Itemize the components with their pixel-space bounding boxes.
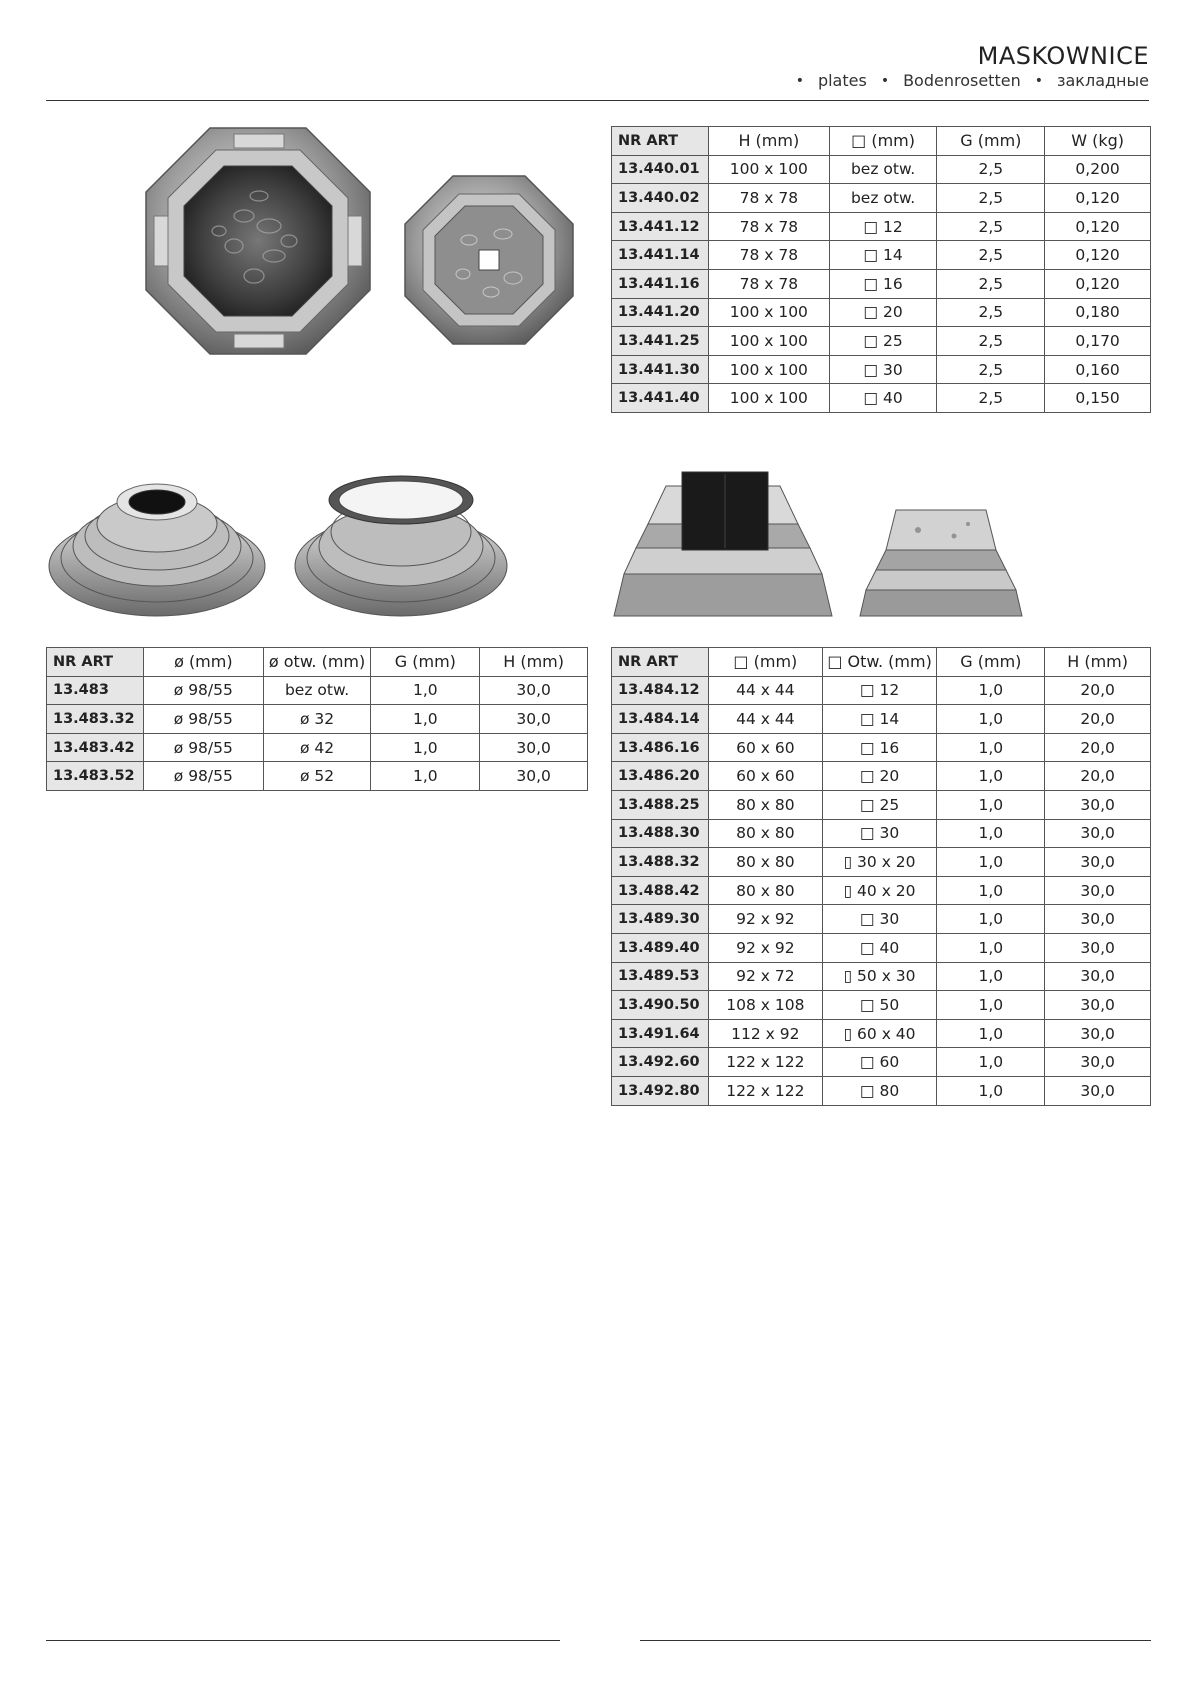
table-cell: 30,0 — [1045, 790, 1151, 819]
table-row — [612, 212, 1151, 241]
column-header: NR ART — [612, 127, 709, 156]
table-cell: 0,150 — [1045, 384, 1151, 413]
table-row — [612, 991, 1151, 1020]
article-number-cell: 13.441.40 — [612, 384, 709, 413]
table-row — [612, 819, 1151, 848]
table-cell: 122 x 122 — [708, 1048, 822, 1077]
table-cell: ▯ 50 x 30 — [822, 962, 937, 991]
table-row — [612, 790, 1151, 819]
page-subtitle — [796, 71, 1149, 90]
table-row — [612, 155, 1151, 184]
table-cell: 20,0 — [1045, 762, 1151, 791]
article-number-cell: 13.441.30 — [612, 355, 709, 384]
column-header: H (mm) — [1045, 648, 1151, 677]
table-cell: □ 50 — [822, 991, 937, 1020]
article-number-cell: 13.486.16 — [612, 733, 709, 762]
table-cell: 30,0 — [1045, 1076, 1151, 1105]
table-row — [612, 676, 1151, 705]
article-number-cell: 13.489.53 — [612, 962, 709, 991]
table-cell: 1,0 — [937, 762, 1045, 791]
subtitle-item: Bodenrosetten — [903, 71, 1021, 90]
table-cell: 1,0 — [937, 705, 1045, 734]
column-header: □ Otw. (mm) — [822, 648, 937, 677]
table-cell: □ 60 — [822, 1048, 937, 1077]
table-cell: ø 32 — [263, 705, 371, 734]
table-cell: 30,0 — [1045, 933, 1151, 962]
table-row — [47, 705, 588, 734]
table-row — [612, 1076, 1151, 1105]
table-cell: 2,5 — [937, 184, 1045, 213]
octagon-plate-small-image — [403, 174, 575, 346]
table-cell: bez otw. — [829, 184, 937, 213]
table-row — [612, 241, 1151, 270]
table-cell: 100 x 100 — [708, 327, 829, 356]
square-base-large-image — [612, 470, 834, 618]
table-cell: 20,0 — [1045, 676, 1151, 705]
article-number-cell: 13.492.60 — [612, 1048, 709, 1077]
header-divider — [46, 100, 1149, 101]
table-cell: 80 x 80 — [708, 876, 822, 905]
table-cell: 2,5 — [937, 327, 1045, 356]
table-cell: 44 x 44 — [708, 676, 822, 705]
bullet-icon: • — [795, 72, 804, 89]
table-cell: 2,5 — [937, 269, 1045, 298]
column-header: G (mm) — [937, 127, 1045, 156]
table-cell: ø 98/55 — [143, 733, 263, 762]
table-cell: □ 16 — [822, 733, 937, 762]
table-header-row — [612, 127, 1151, 156]
table-row — [612, 905, 1151, 934]
table-cell: 92 x 72 — [708, 962, 822, 991]
table-cell: 1,0 — [937, 1048, 1045, 1077]
column-header: H (mm) — [708, 127, 829, 156]
article-number-cell: 13.488.25 — [612, 790, 709, 819]
article-number-cell: 13.441.20 — [612, 298, 709, 327]
article-number-cell: 13.440.02 — [612, 184, 709, 213]
article-number-cell: 13.486.20 — [612, 762, 709, 791]
table-row — [612, 962, 1151, 991]
table-cell: □ 12 — [822, 676, 937, 705]
table-cell: ▯ 40 x 20 — [822, 876, 937, 905]
article-number-cell: 13.483.32 — [47, 705, 144, 734]
table-cell: 2,5 — [937, 241, 1045, 270]
column-header: H (mm) — [480, 648, 588, 677]
column-header: G (mm) — [371, 648, 480, 677]
article-number-cell: 13.483 — [47, 676, 144, 705]
table-cell: bez otw. — [829, 155, 937, 184]
table-cell: 1,0 — [937, 790, 1045, 819]
square-base-spec-table — [611, 647, 1151, 1106]
table-cell: 30,0 — [1045, 905, 1151, 934]
round-rosette-open-image — [292, 470, 510, 620]
table-cell: 20,0 — [1045, 733, 1151, 762]
table-row — [612, 355, 1151, 384]
octagon-plate-large-image — [144, 126, 372, 356]
table-cell: 100 x 100 — [708, 298, 829, 327]
table-cell: 30,0 — [480, 762, 588, 791]
article-number-cell: 13.492.80 — [612, 1076, 709, 1105]
article-number-cell: 13.483.42 — [47, 733, 144, 762]
footer-divider-left — [46, 1640, 560, 1641]
table-cell: 60 x 60 — [708, 762, 822, 791]
table-cell: 2,5 — [937, 155, 1045, 184]
table-row — [612, 848, 1151, 877]
table-cell: 100 x 100 — [708, 384, 829, 413]
column-header: W (kg) — [1045, 127, 1151, 156]
table-row — [612, 1019, 1151, 1048]
round-rosette-closed-image — [46, 470, 268, 620]
table-cell: 1,0 — [937, 962, 1045, 991]
column-header: □ (mm) — [829, 127, 937, 156]
table-cell: 1,0 — [937, 848, 1045, 877]
table-cell: 0,200 — [1045, 155, 1151, 184]
table-cell: 1,0 — [937, 819, 1045, 848]
table-cell: ▯ 60 x 40 — [822, 1019, 937, 1048]
article-number-cell: 13.488.42 — [612, 876, 709, 905]
page-title: MASKOWNICE — [977, 42, 1149, 70]
article-number-cell: 13.489.30 — [612, 905, 709, 934]
table-cell: □ 25 — [829, 327, 937, 356]
bullet-icon: • — [1034, 72, 1043, 89]
table-cell: □ 20 — [829, 298, 937, 327]
article-number-cell: 13.441.16 — [612, 269, 709, 298]
article-number-cell: 13.440.01 — [612, 155, 709, 184]
table-cell: □ 30 — [829, 355, 937, 384]
column-header: ø otw. (mm) — [263, 648, 371, 677]
table-cell: 0,120 — [1045, 212, 1151, 241]
table-cell: □ 40 — [829, 384, 937, 413]
table-cell: 92 x 92 — [708, 933, 822, 962]
column-header: NR ART — [612, 648, 709, 677]
table-cell: 2,5 — [937, 298, 1045, 327]
table-cell: □ 80 — [822, 1076, 937, 1105]
table-row — [612, 327, 1151, 356]
table-row — [612, 733, 1151, 762]
table-cell: 100 x 100 — [708, 355, 829, 384]
table-cell: □ 30 — [822, 905, 937, 934]
table-cell: 2,5 — [937, 384, 1045, 413]
table-cell: 122 x 122 — [708, 1076, 822, 1105]
table-row — [612, 298, 1151, 327]
table-cell: 112 x 92 — [708, 1019, 822, 1048]
table-cell: 30,0 — [1045, 991, 1151, 1020]
table-cell: 1,0 — [937, 676, 1045, 705]
table-cell: 60 x 60 — [708, 733, 822, 762]
round-rosette-spec-table — [46, 647, 588, 791]
table-cell: 1,0 — [937, 876, 1045, 905]
table-cell: 30,0 — [1045, 876, 1151, 905]
article-number-cell: 13.484.14 — [612, 705, 709, 734]
table-cell: 1,0 — [937, 991, 1045, 1020]
article-number-cell: 13.488.32 — [612, 848, 709, 877]
table-cell: 30,0 — [1045, 819, 1151, 848]
article-number-cell: 13.441.25 — [612, 327, 709, 356]
table-cell: 1,0 — [371, 762, 480, 791]
table-cell: 0,120 — [1045, 184, 1151, 213]
table-row — [612, 876, 1151, 905]
table-cell: 0,170 — [1045, 327, 1151, 356]
table-row — [612, 269, 1151, 298]
subtitle-item: plates — [817, 71, 867, 90]
table-row — [47, 676, 588, 705]
table-cell: 30,0 — [480, 676, 588, 705]
table-row — [47, 733, 588, 762]
table-cell: 100 x 100 — [708, 155, 829, 184]
table-cell: 30,0 — [1045, 848, 1151, 877]
table-cell: 92 x 92 — [708, 905, 822, 934]
table-cell: 1,0 — [371, 676, 480, 705]
table-row — [612, 1048, 1151, 1077]
table-cell: 80 x 80 — [708, 819, 822, 848]
table-cell: 1,0 — [937, 733, 1045, 762]
table-cell: ø 52 — [263, 762, 371, 791]
table-cell: 30,0 — [1045, 1048, 1151, 1077]
footer-divider-right — [640, 1640, 1151, 1641]
table-header-row — [612, 648, 1151, 677]
table-cell: □ 40 — [822, 933, 937, 962]
table-cell: □ 14 — [829, 241, 937, 270]
table-row — [612, 184, 1151, 213]
table-cell: 80 x 80 — [708, 848, 822, 877]
column-header: G (mm) — [937, 648, 1045, 677]
table-cell: 1,0 — [937, 1019, 1045, 1048]
table-cell: 30,0 — [1045, 1019, 1151, 1048]
table-cell: 2,5 — [937, 212, 1045, 241]
table-row — [612, 762, 1151, 791]
column-header: ø (mm) — [143, 648, 263, 677]
table-cell: 2,5 — [937, 355, 1045, 384]
table-cell: 1,0 — [937, 933, 1045, 962]
square-base-small-image — [858, 506, 1024, 618]
table-cell: 20,0 — [1045, 705, 1151, 734]
table-cell: 30,0 — [1045, 962, 1151, 991]
table-cell: 1,0 — [371, 733, 480, 762]
table-cell: 78 x 78 — [708, 212, 829, 241]
table-cell: 108 x 108 — [708, 991, 822, 1020]
article-number-cell: 13.441.14 — [612, 241, 709, 270]
table-cell: bez otw. — [263, 676, 371, 705]
table-cell: ▯ 30 x 20 — [822, 848, 937, 877]
table-cell: 0,160 — [1045, 355, 1151, 384]
column-header: □ (mm) — [708, 648, 822, 677]
article-number-cell: 13.483.52 — [47, 762, 144, 791]
table-cell: ø 98/55 — [143, 762, 263, 791]
table-cell: 30,0 — [480, 705, 588, 734]
table-cell: □ 16 — [829, 269, 937, 298]
article-number-cell: 13.441.12 — [612, 212, 709, 241]
table-cell: 1,0 — [937, 905, 1045, 934]
table-cell: ø 98/55 — [143, 676, 263, 705]
table-cell: 0,120 — [1045, 269, 1151, 298]
plates-spec-table — [611, 126, 1151, 413]
table-cell: 78 x 78 — [708, 241, 829, 270]
table-cell: ø 98/55 — [143, 705, 263, 734]
article-number-cell: 13.491.64 — [612, 1019, 709, 1048]
table-cell: 80 x 80 — [708, 790, 822, 819]
table-cell: 30,0 — [480, 733, 588, 762]
table-cell: ø 42 — [263, 733, 371, 762]
column-header: NR ART — [47, 648, 144, 677]
table-cell: 78 x 78 — [708, 269, 829, 298]
article-number-cell: 13.484.12 — [612, 676, 709, 705]
table-cell: 78 x 78 — [708, 184, 829, 213]
table-cell: 1,0 — [371, 705, 480, 734]
article-number-cell: 13.488.30 — [612, 819, 709, 848]
table-header-row — [47, 648, 588, 677]
subtitle-item: закладные — [1056, 71, 1149, 90]
bullet-icon: • — [880, 72, 890, 89]
table-row — [47, 762, 588, 791]
table-cell: □ 14 — [822, 705, 937, 734]
table-cell: 44 x 44 — [708, 705, 822, 734]
table-cell: □ 25 — [822, 790, 937, 819]
table-cell: 0,120 — [1045, 241, 1151, 270]
table-cell: □ 20 — [822, 762, 937, 791]
article-number-cell: 13.490.50 — [612, 991, 709, 1020]
table-row — [612, 933, 1151, 962]
table-row — [612, 384, 1151, 413]
table-cell: □ 12 — [829, 212, 937, 241]
table-row — [612, 705, 1151, 734]
article-number-cell: 13.489.40 — [612, 933, 709, 962]
table-cell: 0,180 — [1045, 298, 1151, 327]
table-cell: 1,0 — [937, 1076, 1045, 1105]
table-cell: □ 30 — [822, 819, 937, 848]
